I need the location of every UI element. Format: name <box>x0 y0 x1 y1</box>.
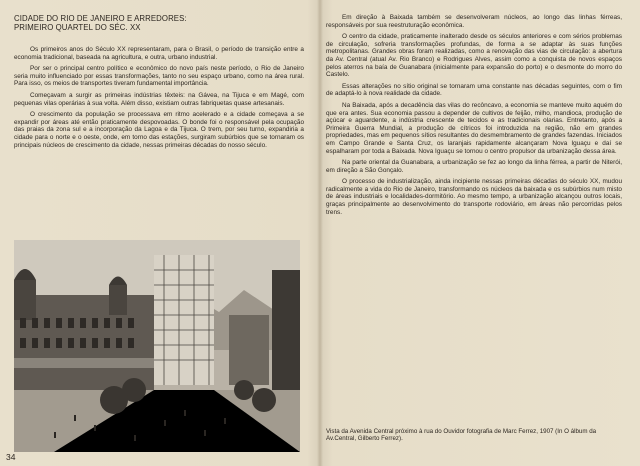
paragraph: Essas alterações no sítio original se tornaram uma constante nas décadas seguintes, com o fim de adaptá-lo à nova realidade da cidade. <box>326 82 622 98</box>
photo-illustration <box>14 240 300 452</box>
paragraph: O crescimento da população se processava em ritmo acelerado e a cidade começava a se expandir por áreas até então praticamente despovoadas. O bonde foi o responsável pela ocupação das praias da zona sul e a incorporação da Lagoa e da Tijuca. O trem, por seu turno, expandiria a cidade para o norte e o oeste, onde, em torno das estações, surgiram subúrbios que se tornaram os principais núcleos de crescimento da cidade, nessas primeiras décadas do nosso século. <box>14 111 304 149</box>
paragraph: O processo de industrialização, ainda incipiente nessas primeiras décadas do século XX, mudou radicalmente a vida do Rio de Janeiro, transformando os núcleos da baixada e os subúrbios num misto de áreas industriais e localidades-dormitório. Ao mesmo tempo, a urbanização alcançou outros locais, graças principalmente ao desenvolvimento do transporte rodoviário, em áreas não percorridas pelos trens. <box>326 178 622 216</box>
paragraph: Em direção à Baixada também se desenvolveram núcleos, ao longo das linhas férreas, responsáveis por sua reestruturação econômica. <box>326 14 622 29</box>
chapter-title-line1: CIDADE DO RIO DE JANEIRO E ARREDORES: <box>14 14 187 23</box>
paragraph: Os primeiros anos do Século XX representaram, para o Brasil, o período de transição entre a economia tradicional, baseada na agricultura, e outra, urbano industrial. <box>14 46 304 61</box>
paragraph: Na Baixada, após a decadência das vilas do recôncavo, a economia se manteve muito aquém do que era antes. Sua economia passou a depender de cultivos de feijão, milho, mandioca, produção de açúcar e aguardente, a indústria crescente de tecidos e as tradicionais olarias. Entretanto, após a Primeira Guerra Mundial, a produção de cítricos foi introduzida na região, não em grandes propriedades, mas em pequenos sítios resultantes do desmembramento de grandes fazendas. Iniciados em Campo Grande e Santa Cruz, os laranjais rapidamente alcançaram Nova Iguaçu e daí se espalharam por toda a Baixada. Nova Iguaçu se tornou o centro propulsor da urbanização dessa área. <box>326 101 622 155</box>
historic-photo-avenida-central <box>14 240 300 452</box>
chapter-title <box>14 14 304 32</box>
paragraph: Começavam a surgir as primeiras indústrias têxteis: na Gávea, na Tijuca e em Magé, com pequenas vilas operárias à sua volta. Além disso, existiam outras fabriquetas quase artesanais. <box>14 91 304 107</box>
paragraph: Na parte oriental da Guanabara, a urbanização se fez ao longo da linha férrea, a partir de Niterói, em direção a São Gonçalo. <box>326 159 622 174</box>
chapter-title-line2: PRIMEIRO QUARTEL DO SÉC. XX <box>14 23 141 32</box>
left-column <box>14 14 304 153</box>
paragraph: Por ser o principal centro político e econômico do novo país neste período, o Rio de Janeiro seria muito influenciado por essas transformações, tanto no seu espaço urbano, como na área rural. Para isso, os meios de transportes tiveram fundamental importância. <box>14 65 304 88</box>
right-column <box>326 14 622 220</box>
page-number: 34 <box>6 452 16 462</box>
paragraph: O centro da cidade, praticamente inalterado desde os séculos anteriores e com sérios problemas de circulação, sofreria transformações profundas, de forma a se adaptar às suas funções metropolitanas. Grandes obras foram realizadas, como a renovação das vias de circulação: a abertura da Av. Central (atual Av. Rio Branco) e Rodrigues Alves, assim como a conquista de novos espaços pelos aterros na baía de Guanabara (inicialmente para expansão do porto) e o desmonte do morro do Castelo. <box>326 33 622 79</box>
photo-caption: Vista da Avenida Central próximo à rua do Ouvidor fotografia de Marc Ferrez, 1907 (In O álbum da Av.Central, Gilberto Ferrez). <box>326 428 597 443</box>
book-gutter <box>317 0 323 466</box>
